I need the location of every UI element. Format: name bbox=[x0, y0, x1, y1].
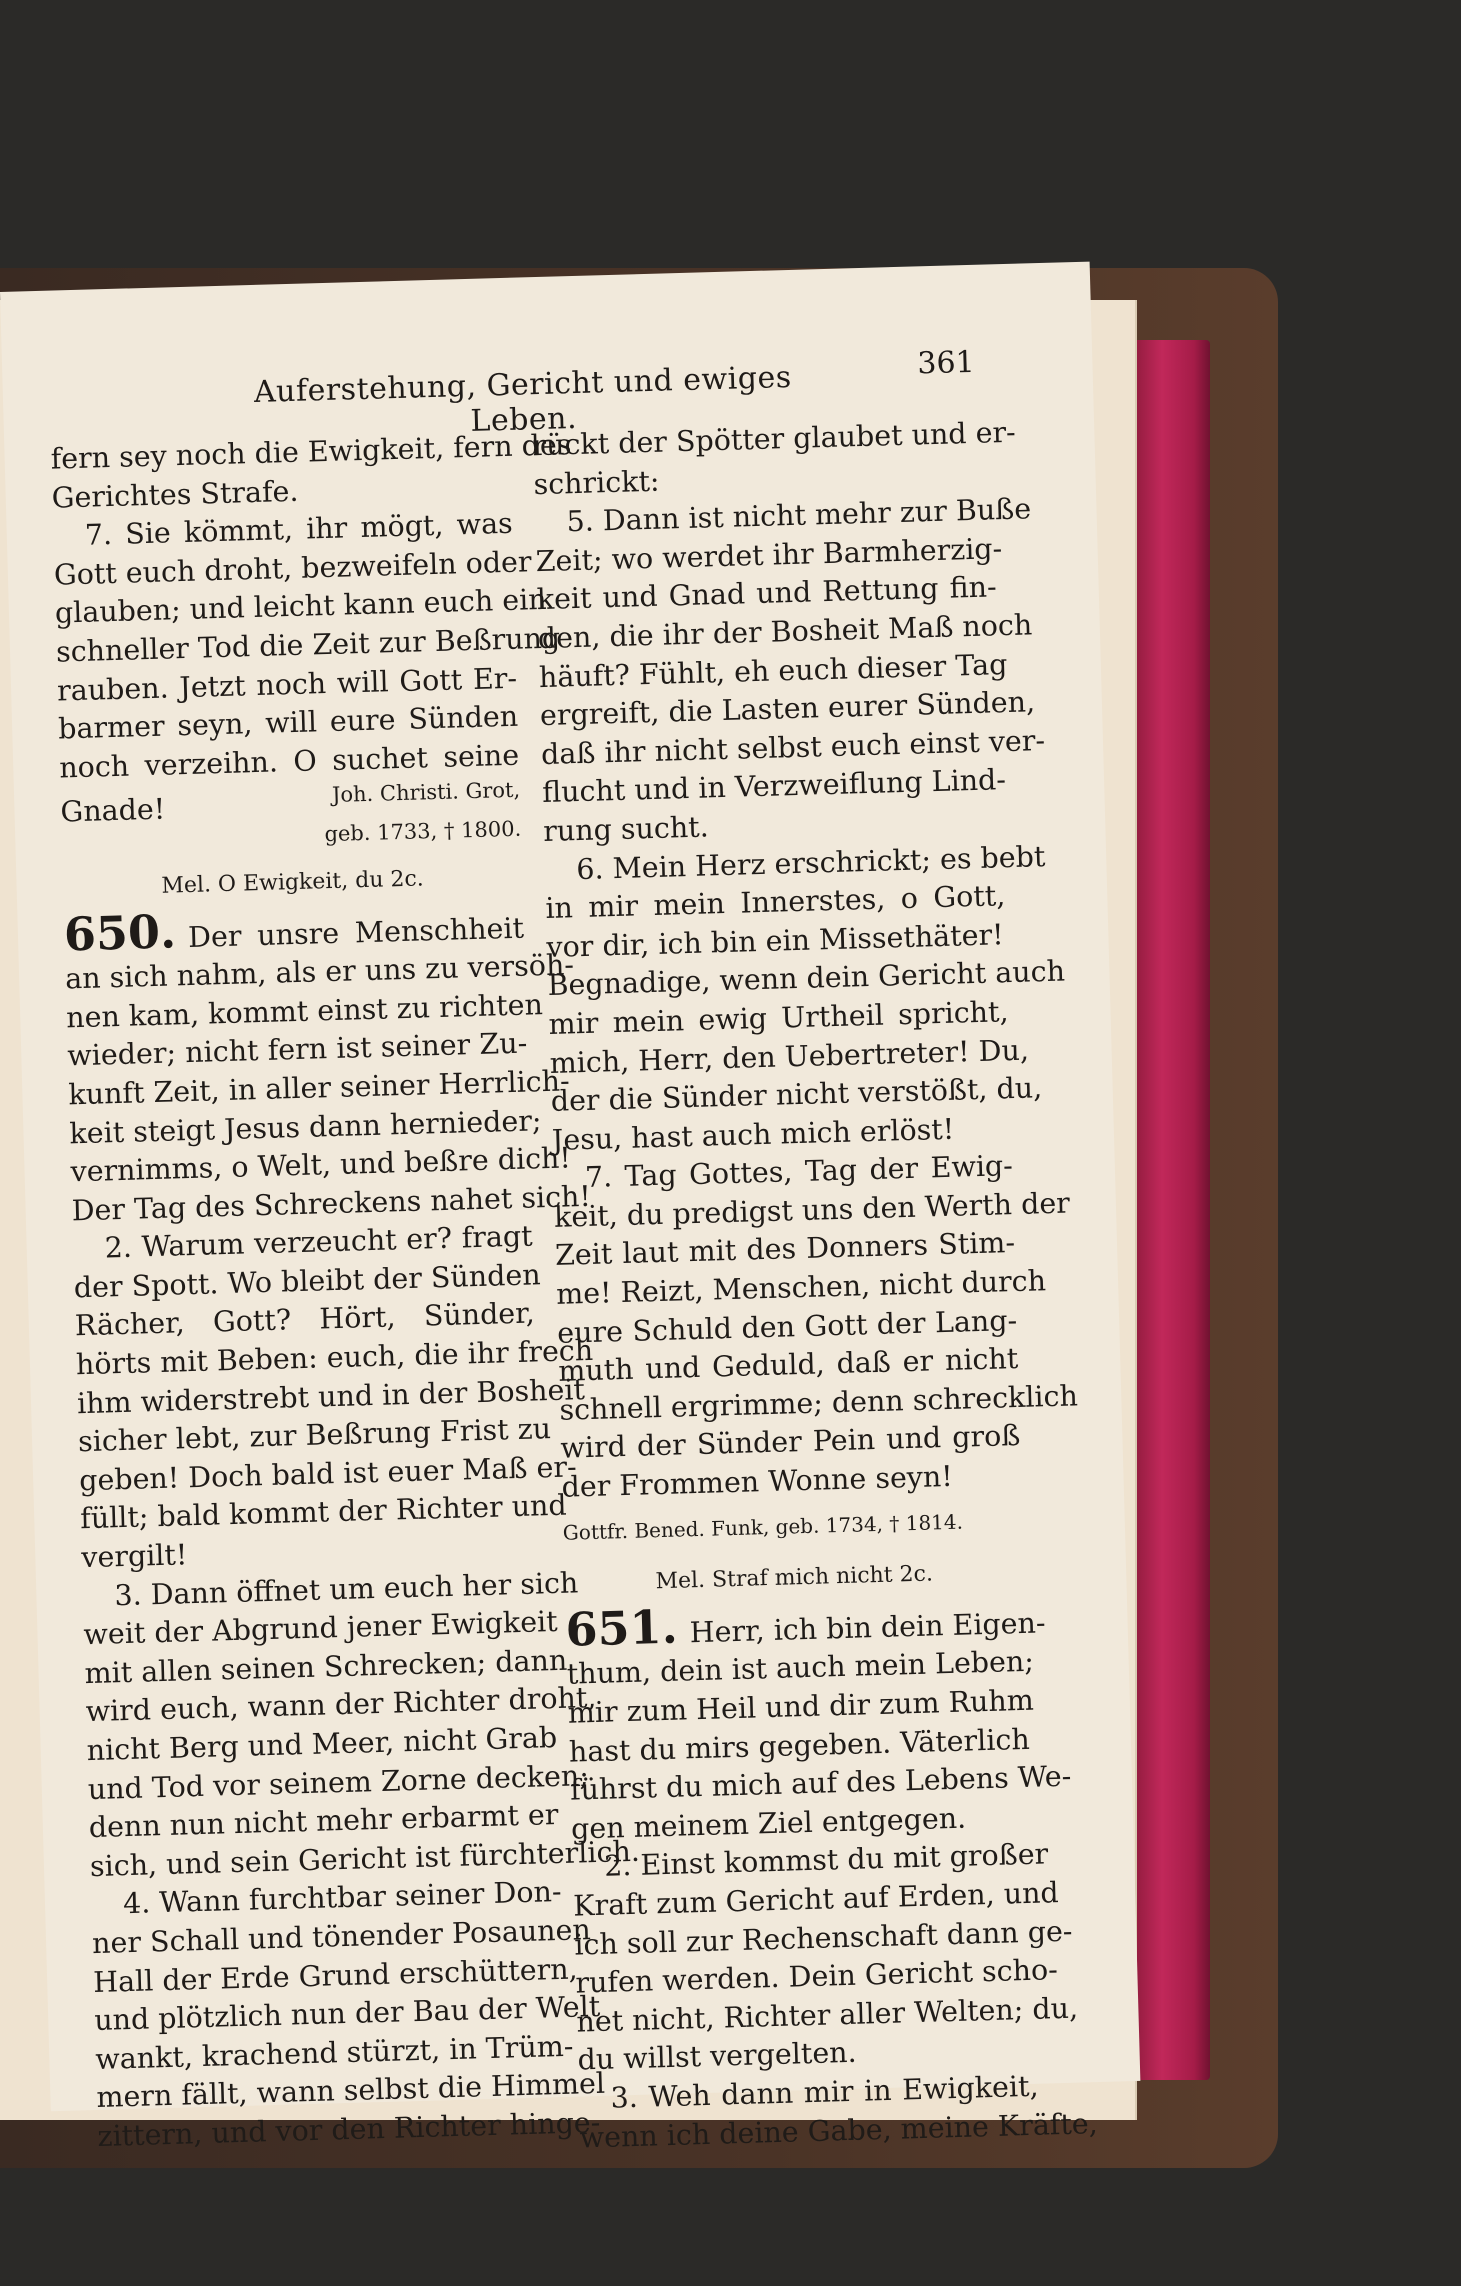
hymn-651-first-line: Herr, ich bin dein Eigen- bbox=[689, 1606, 1046, 1650]
last-line: Gnade! bbox=[60, 792, 166, 829]
text-line: 2. Einst kommst du mit großer bbox=[603, 1837, 1049, 1884]
running-header: Auferstehung, Gericht und ewiges Leben. bbox=[253, 359, 793, 439]
text-line: nicht Berg und Meer, nicht Grab bbox=[86, 1721, 558, 1768]
text-line: Zeit laut mit des Donners Stim- bbox=[554, 1226, 1016, 1273]
melody-line-651: Mel. Straf mich nicht 2c. bbox=[655, 1561, 934, 1595]
text-line: schnell ergrimme; denn schrecklich bbox=[558, 1379, 1079, 1427]
text-line: der die Sünder nicht verstößt, du, bbox=[550, 1071, 1043, 1119]
text-line: net nicht, Richter aller Welten; du, bbox=[576, 1991, 1079, 2039]
text-line: 7. Sie kömmt, ihr mögt, was bbox=[84, 506, 514, 552]
text-line: den, die ihr der Bosheit Maß noch bbox=[537, 608, 1033, 656]
text-line: keit steigt Jesus dann hernieder; bbox=[69, 1103, 542, 1150]
text-line: 4. Wann furchtbar seiner Don- bbox=[122, 1875, 562, 1921]
text-line: muth und Geduld, daß er nicht bbox=[557, 1342, 1019, 1389]
text-line: Der Tag des Schreckens nahet sich! bbox=[71, 1179, 592, 1228]
text-line: schneller Tod die Zeit zur Beßrung bbox=[55, 621, 561, 669]
text-line: vergilt! bbox=[80, 1538, 188, 1575]
attribution-funk: Gottfr. Bened. Funk, geb. 1734, † 1814. bbox=[562, 1509, 964, 1545]
text-line: geben! Doch bald ist euer Maß er- bbox=[78, 1450, 578, 1498]
text-line: eure Schuld den Gott der Lang- bbox=[556, 1303, 1018, 1350]
text-line: weit der Abgrund jener Ewigkeit bbox=[83, 1605, 559, 1652]
text-line: rückt der Spötter glaubet und er- bbox=[532, 415, 1017, 463]
right-column bbox=[532, 414, 1099, 2157]
text-line: vor dir, ich bin ein Missethäter! bbox=[546, 917, 1004, 964]
text-line: denn nun nicht mehr erbarmt er bbox=[88, 1798, 559, 1845]
text-line: Gerichtes Strafe. bbox=[51, 474, 299, 515]
text-line: Gott euch droht, bezweifeln oder bbox=[53, 545, 532, 592]
hymn-number-650: 650. bbox=[63, 903, 177, 961]
page-edge-red bbox=[1130, 340, 1210, 2080]
text-line: Hall der Erde Grund erschüttern, bbox=[92, 1952, 579, 1999]
text-line: rufen werden. Dein Gericht scho- bbox=[574, 1953, 1059, 2000]
text-line: mern fällt, wann selbst die Himmel bbox=[95, 2067, 606, 2115]
text-line: füllt; bald kommt der Richter und bbox=[79, 1489, 568, 1536]
text-line: wankt, krachend stürzt, in Trüm- bbox=[94, 2029, 574, 2076]
text-line: mit allen seinen Schrecken; dann bbox=[84, 1643, 568, 1690]
text-line: schrickt: bbox=[533, 464, 660, 501]
text-line: Zeit; wo werdet ihr Barmherzig- bbox=[535, 531, 1003, 578]
text-line: Rächer, Gott? Hört, Sünder, bbox=[74, 1296, 536, 1343]
text-line: Begnadige, wenn dein Gericht auch bbox=[547, 954, 1066, 1003]
text-line: sicher lebt, zur Beßrung Frist zu bbox=[77, 1412, 552, 1459]
text-line: wird der Sünder Pein und groß bbox=[560, 1419, 1021, 1466]
text-line: und Tod vor seinem Zorne decken; bbox=[87, 1758, 590, 1806]
text-line: Jesu, hast auch mich erlöst! bbox=[551, 1112, 955, 1157]
text-line: 5. Dann ist nicht mehr zur Buße bbox=[566, 492, 1032, 539]
text-line: der Frommen Wonne seyn! bbox=[561, 1459, 954, 1504]
text-line: 3. Weh dann mir in Ewigkeit, bbox=[610, 2069, 1039, 2115]
text-line: ergreift, die Lasten eurer Sünden, bbox=[539, 685, 1036, 733]
melody-line-650: Mel. O Ewigkeit, du 2c. bbox=[161, 866, 425, 899]
text-line: barmer seyn, will eure Sünden bbox=[57, 699, 519, 746]
text-line: wird euch, wann der Richter droht, bbox=[85, 1681, 597, 1729]
text-line: keit und Gnad und Rettung fin- bbox=[536, 570, 998, 617]
text-line: führst du mich auf des Lebens We- bbox=[569, 1759, 1072, 1807]
text-line: daß ihr nicht selbst euch einst ver- bbox=[540, 723, 1046, 771]
attribution-grot-1: Joh. Christi. Grot, bbox=[331, 778, 521, 808]
text-line: der Spott. Wo bleibt der Sünden bbox=[73, 1258, 542, 1305]
text-line: rung sucht. bbox=[542, 810, 710, 848]
text-line: gen meinem Ziel entgegen. bbox=[570, 1801, 967, 1846]
text-line: zittern, und vor den Richter hinge- bbox=[97, 2105, 601, 2153]
text-line: Kraft zum Gericht auf Erden, und bbox=[572, 1876, 1060, 1923]
text-line: vernimms, o Welt, und beßre dich! bbox=[70, 1141, 572, 1189]
hymn-number-651: 651. bbox=[564, 1599, 679, 1657]
left-intro-text bbox=[50, 428, 572, 788]
text-line: an sich nahm, als er uns zu versöh- bbox=[64, 948, 575, 996]
text-line: ich soll zur Rechenschaft dann ge- bbox=[573, 1914, 1073, 1962]
right-continued-text bbox=[532, 414, 1079, 1507]
text-line: glauben; und leicht kann euch ein bbox=[54, 583, 548, 630]
text-line: mich, Herr, den Uebertreter! Du, bbox=[549, 1033, 1030, 1080]
text-line: wieder; nicht fern ist seiner Zu- bbox=[66, 1026, 528, 1073]
text-line: 6. Mein Herz erschrickt; es bebt bbox=[575, 839, 1046, 886]
text-line: 3. Dann öffnet um euch her sich bbox=[113, 1565, 579, 1612]
text-line: thum, dein ist auch mein Leben; bbox=[566, 1645, 1035, 1692]
text-line: keit, du predigst uns den Werth der bbox=[553, 1186, 1071, 1234]
text-line: noch verzeihn. O suchet seine bbox=[58, 738, 520, 785]
page-number: 361 bbox=[916, 344, 976, 382]
text-line: ner Schall und tönender Posaunen bbox=[91, 1913, 592, 1961]
text-line: häuft? Fühlt, eh euch dieser Tag bbox=[538, 647, 1008, 694]
text-line: rauben. Jetzt noch will Gott Er- bbox=[56, 661, 518, 708]
text-line: mir mein ewig Urtheil spricht, bbox=[548, 995, 1009, 1041]
text-line: hörts mit Beben: euch, die ihr frech bbox=[75, 1333, 594, 1382]
text-line: nen kam, kommt einst zu richten bbox=[65, 987, 544, 1035]
text-line: flucht und in Verzweiflung Lind- bbox=[541, 763, 1007, 810]
text-line: kunft Zeit, in aller seiner Herrlich- bbox=[67, 1064, 571, 1112]
book-page bbox=[0, 262, 1140, 2155]
text-line: 2. Warum verzeucht er? fragt bbox=[104, 1219, 534, 1265]
text-line: in mir mein Innerstes, o Gott, bbox=[544, 879, 1006, 926]
text-line: und plötzlich nun der Bau der Welt bbox=[93, 1990, 601, 2038]
text-line: ihm widerstrebt und in der Bosheit bbox=[76, 1372, 586, 1420]
text-line: hast du mirs gegeben. Väterlich bbox=[568, 1722, 1031, 1769]
text-line: du willst vergelten. bbox=[577, 2036, 858, 2077]
text-line: wenn ich deine Gabe, meine Kräfte, bbox=[579, 2106, 1099, 2155]
text-line: 7. Tag Gottes, Tag der Ewig- bbox=[584, 1149, 1014, 1195]
text-line: sich, und sein Gericht ist fürchterlich. bbox=[89, 1834, 641, 1883]
attribution-grot-2: geb. 1733, † 1800. bbox=[324, 816, 522, 847]
text-line: mir zum Heil und dir zum Ruhm bbox=[567, 1683, 1035, 1730]
text-line: fern sey noch die Ewigkeit, fern des bbox=[50, 428, 572, 476]
hymn-651-text bbox=[566, 1643, 1099, 2157]
text-line: me! Reizt, Menschen, nicht durch bbox=[555, 1264, 1047, 1311]
hymn-650-first-line: Der unsre Menschheit bbox=[187, 911, 525, 954]
